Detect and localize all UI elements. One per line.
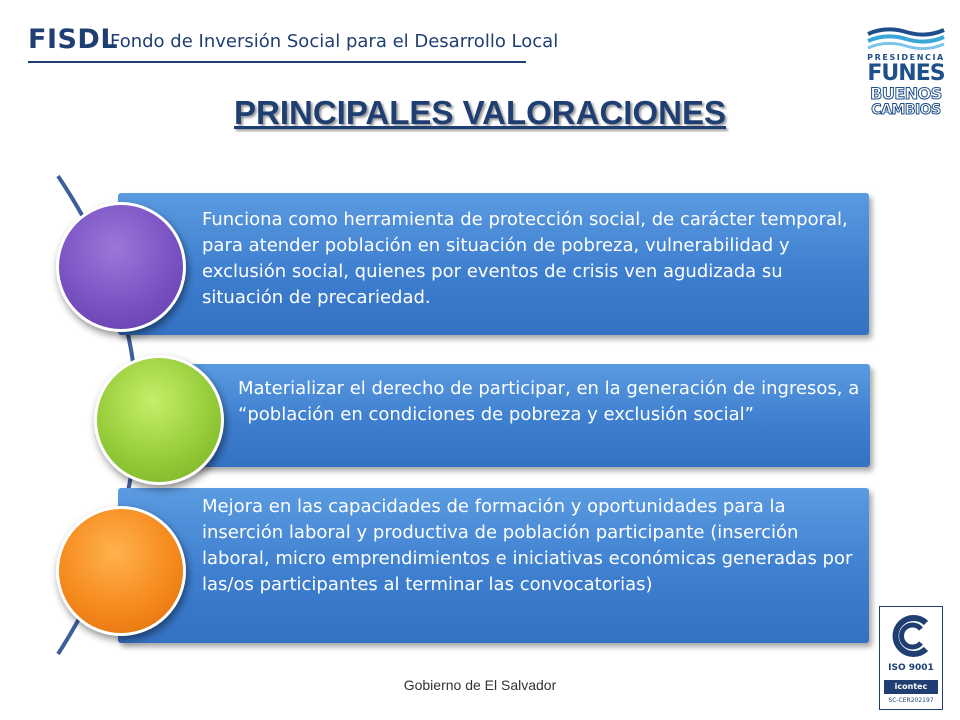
- brand-line-funes: FUNES: [867, 61, 945, 86]
- list-item-3: Mejora en las capacidades de formación y oportunidades para la inserción laboral y productiva de población participante (inserción laboral, micro emprendimientos e iniciativas económicas generadas por las/os participantes al terminar las convocatorias): [118, 488, 869, 643]
- header-divider: [28, 61, 526, 63]
- header: [28, 24, 559, 64]
- icontec-logo-icon: [886, 613, 936, 659]
- footer-text: Gobierno de El Salvador: [403, 677, 557, 693]
- organization-name: Fondo de Inversión Social para el Desarrollo Local: [110, 31, 559, 52]
- green-bullet-circle: [94, 355, 224, 485]
- brand-line-buenos: BUENOS: [870, 84, 942, 103]
- wave-icon: [866, 26, 946, 52]
- certificate-code: SC-CER202197: [888, 697, 934, 704]
- list-item-1: Funciona como herramienta de protección social, de carácter temporal, para atender población en situación de pobreza, vulnerabilidad y exclusión social, quienes por eventos de crisis ven agudizada su situación de precariedad.: [118, 193, 869, 335]
- list-item-2: Materializar el derecho de participar, en la generación de ingresos, a “población en condiciones de pobreza y exclusión social”: [158, 364, 870, 467]
- page-title: PRINCIPALES VALORACIONES: [234, 94, 726, 131]
- fisdl-logo-text: FISDL: [28, 24, 119, 55]
- iso-standard: ISO 9001: [888, 663, 934, 673]
- brand-line-presidencia: PRESIDENCIA: [867, 53, 945, 62]
- iso-certification-badge: [879, 606, 943, 710]
- brand-line-cambios: CAMBIOS: [871, 102, 941, 118]
- purple-bullet-circle: [56, 202, 186, 332]
- certifier-name: icontec: [884, 680, 938, 694]
- orange-bullet-circle: [56, 506, 186, 636]
